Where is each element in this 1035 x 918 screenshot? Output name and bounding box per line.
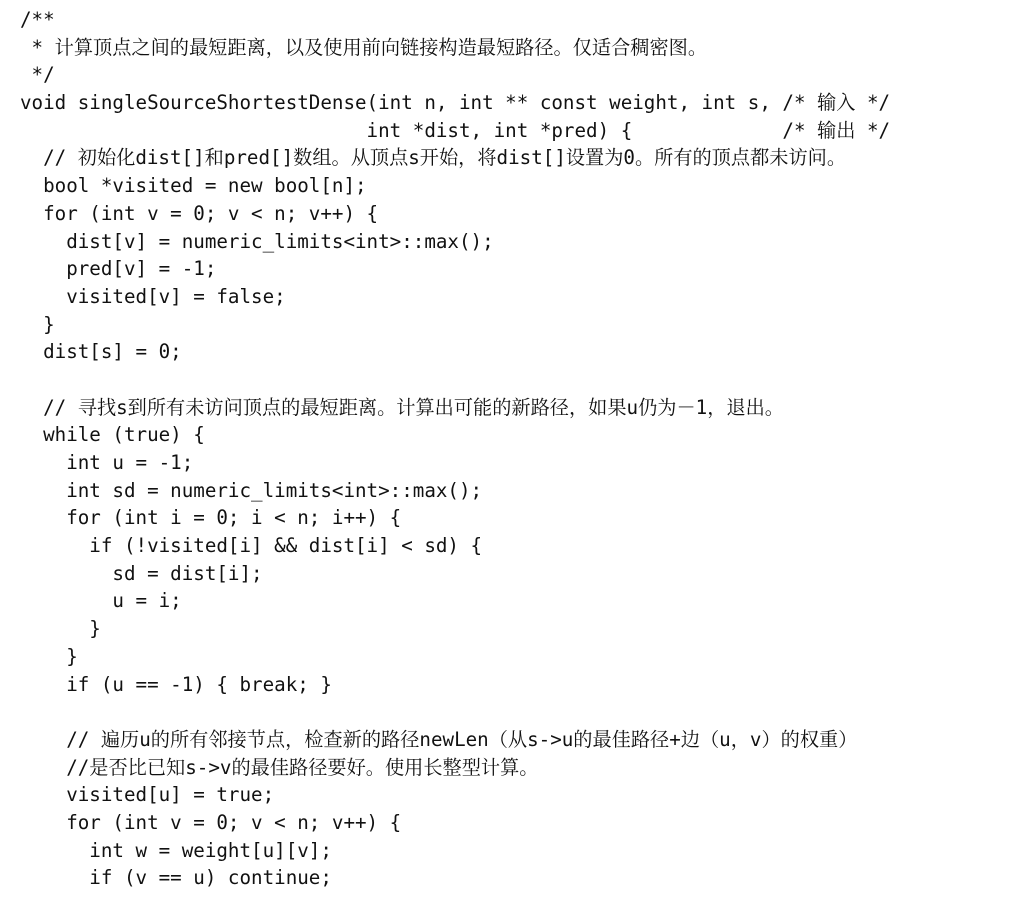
code-line: for (int v = 0; v < n; v++) {	[20, 201, 379, 225]
code-line: int *dist, int *pred) { /* 输出 */	[20, 118, 891, 142]
code-line: }	[20, 644, 78, 668]
code-line: void singleSourceShortestDense(int n, int ** const weight, int s, /* 输入 */	[20, 91, 891, 115]
code-line: while (true) {	[20, 423, 205, 447]
code-line: for (int i = 0; i < n; i++) {	[20, 506, 402, 530]
code-line: dist[s] = 0;	[20, 340, 182, 364]
code-line: // 寻找s到所有未访问顶点的最短距离。计算出可能的新路径，如果u仍为－1，退出。	[20, 395, 784, 419]
code-line: if (u == -1) { break; }	[20, 672, 332, 696]
code-line: int sd = numeric_limits<int>::max();	[20, 478, 483, 502]
code-line: //是否比已知s->v的最佳路径要好。使用长整型计算。	[20, 755, 539, 779]
code-line: if (!visited[i] && dist[i] < sd) {	[20, 534, 483, 558]
code-line: // 初始化dist[]和pred[]数组。从顶点s开始，将dist[]设置为0。所有的顶点都未访问。	[20, 146, 847, 170]
code-line: */	[20, 63, 55, 87]
code-line: /**	[20, 8, 55, 31]
code-line: dist[v] = numeric_limits<int>::max();	[20, 229, 494, 253]
code-listing	[20, 6, 890, 892]
code-line	[20, 366, 890, 394]
code-line: u = i;	[20, 589, 182, 613]
code-line: }	[20, 617, 101, 641]
code-line: bool *visited = new bool[n];	[20, 174, 367, 198]
code-line	[20, 698, 890, 726]
code-line: * 计算顶点之间的最短距离，以及使用前向链接构造最短路径。仅适合稠密图。	[20, 35, 708, 59]
code-line: if (v == u) continue;	[20, 866, 332, 890]
code-line: // 遍历u的所有邻接节点，检查新的路径newLen（从s->u的最佳路径+边（u，v）的权重）	[20, 727, 858, 751]
code-line: int u = -1;	[20, 451, 194, 474]
code-line: sd = dist[i];	[20, 561, 263, 585]
code-line: pred[v] = -1;	[20, 257, 217, 281]
code-line: for (int v = 0; v < n; v++) {	[20, 810, 402, 834]
code-line: visited[v] = false;	[20, 284, 286, 308]
code-line: int w = weight[u][v];	[20, 838, 332, 862]
code-line: }	[20, 312, 55, 336]
code-line: visited[u] = true;	[20, 783, 275, 807]
